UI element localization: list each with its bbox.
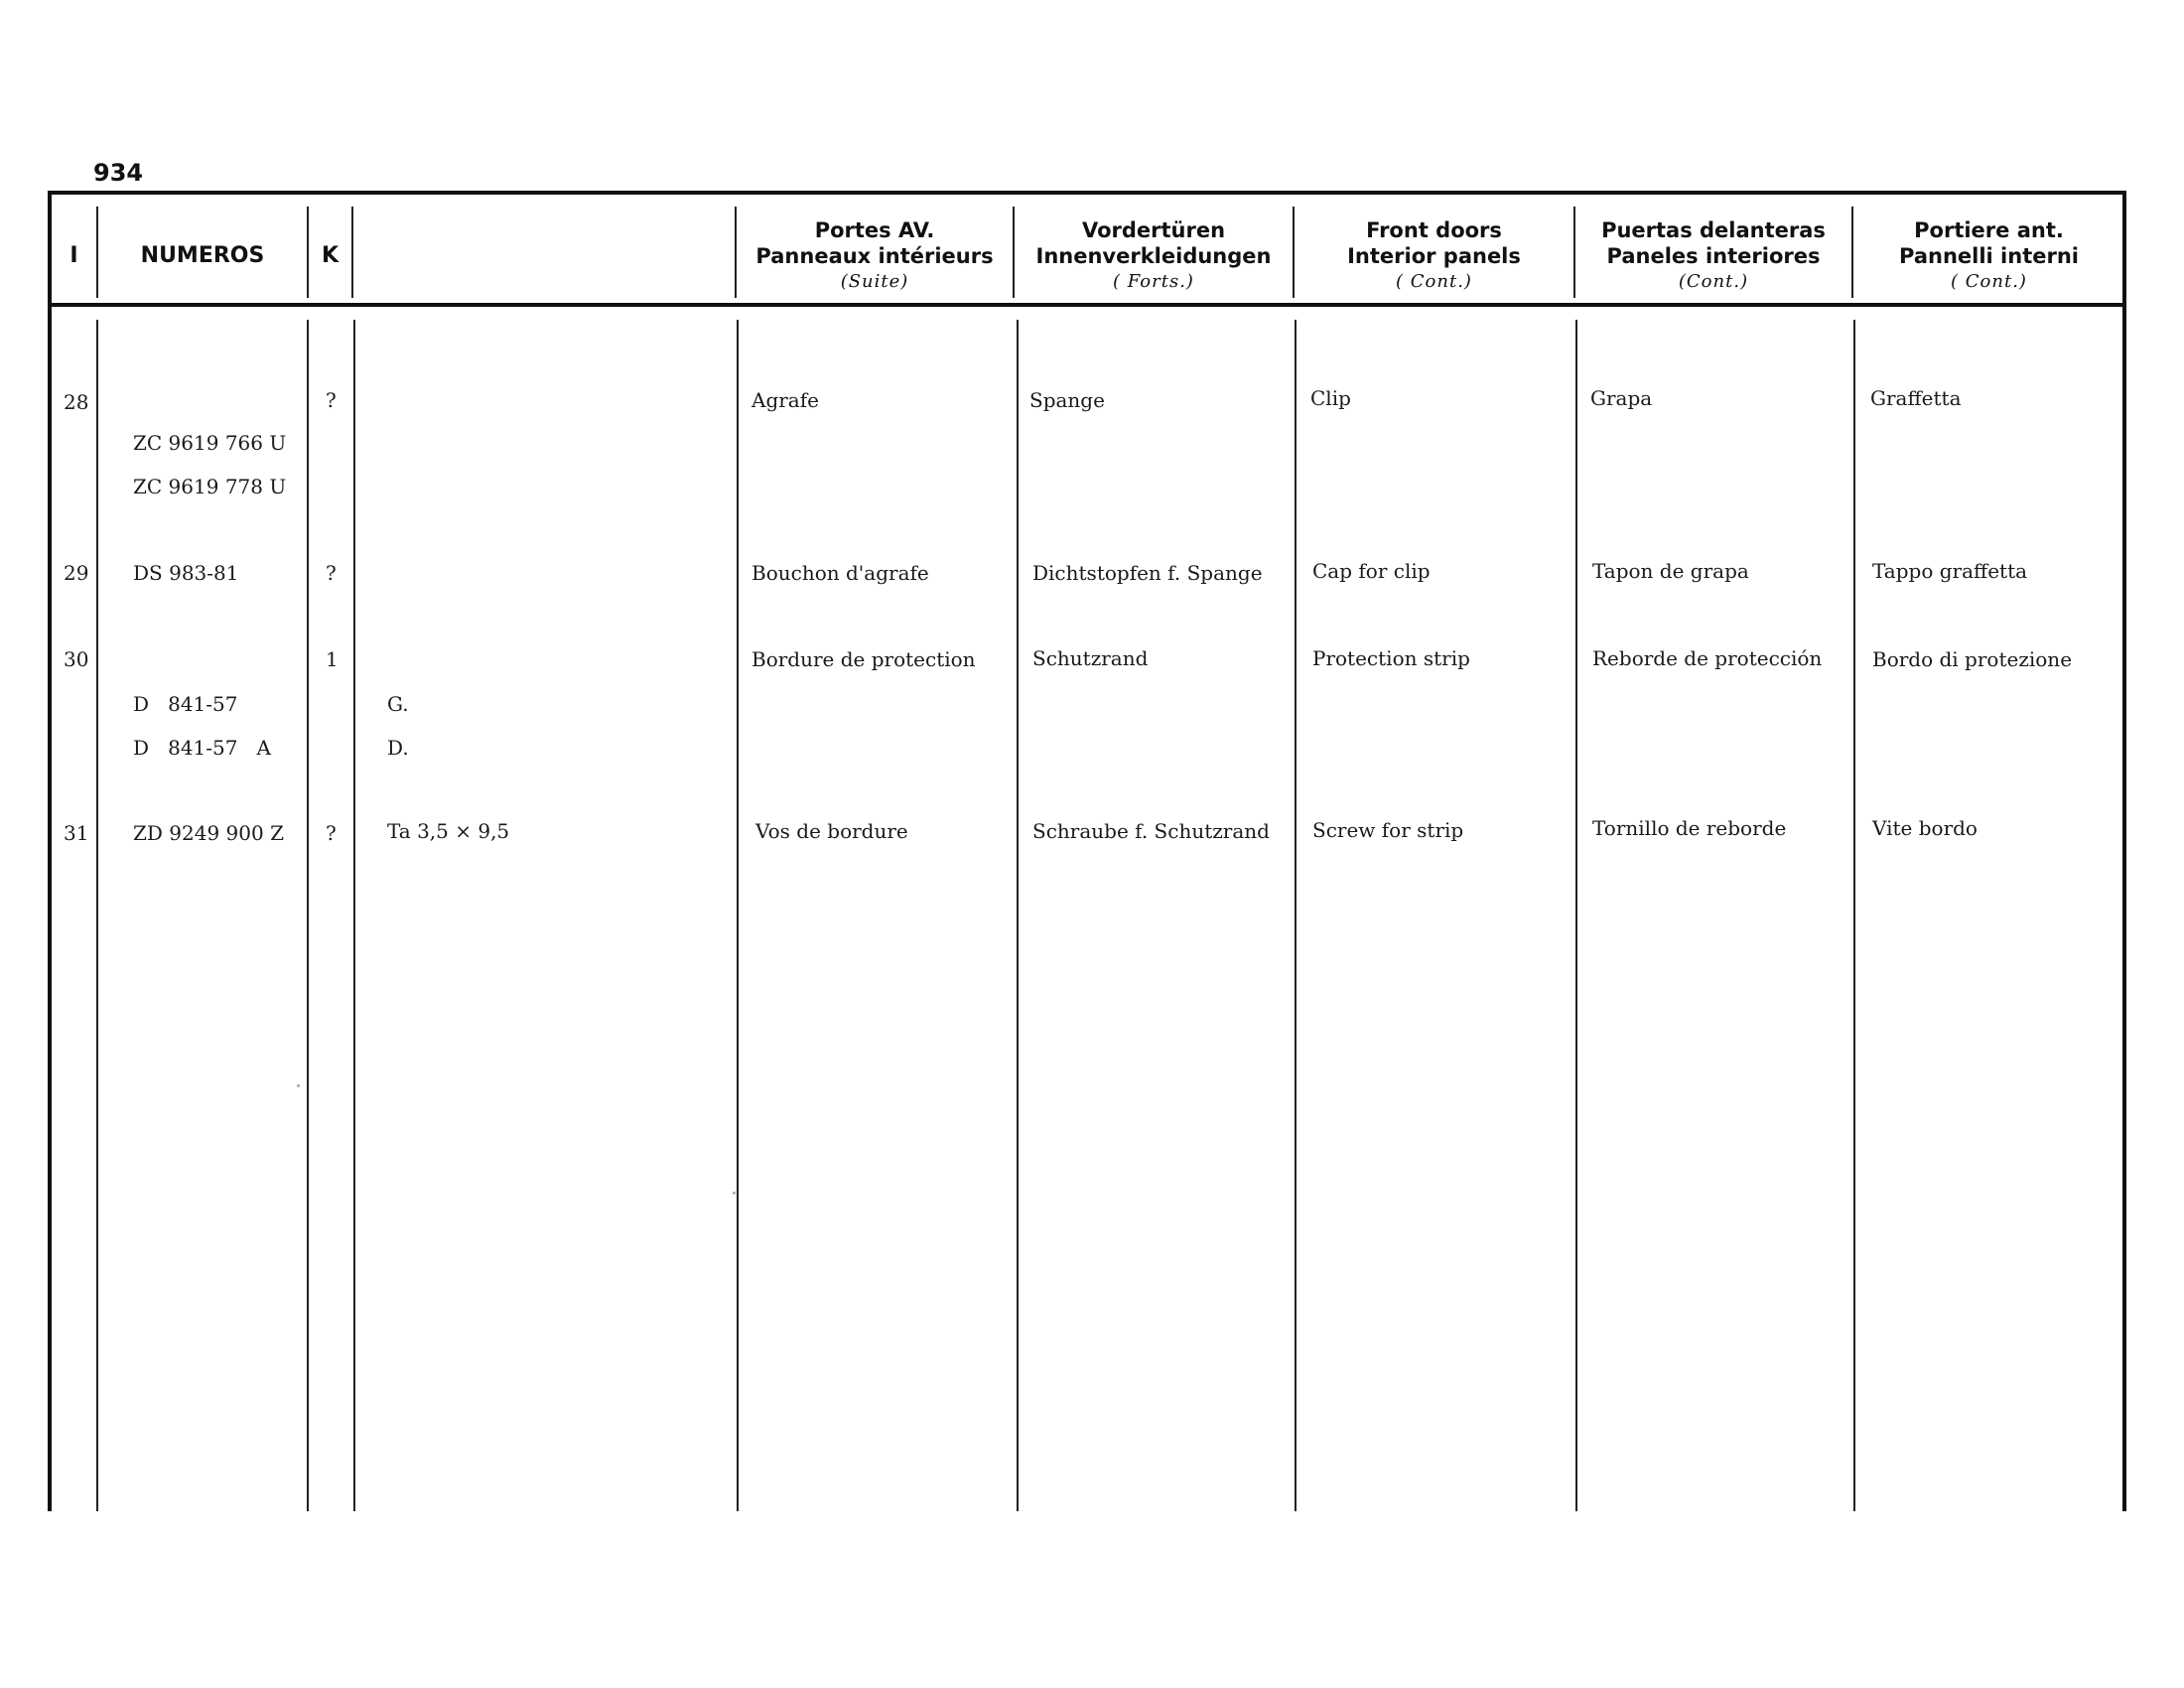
header-english <box>1295 213 1573 298</box>
row-29-english: Cap for clip <box>1312 559 1431 583</box>
row-30-french: Bordure de protection <box>751 647 976 671</box>
header-english-line2: Interior panels <box>1347 243 1521 268</box>
header-french-line1: Portes AV. <box>814 217 935 242</box>
row-28-italian: Graffetta <box>1870 386 1962 410</box>
header-divider <box>48 303 2126 307</box>
header-k <box>309 213 351 298</box>
header-german-cont: ( Forts.) <box>1113 270 1194 292</box>
row-31-part-number: ZD 9249 900 Z <box>133 821 284 845</box>
scan-speck <box>733 1192 736 1195</box>
header-numeros <box>98 213 307 298</box>
row-28-english: Clip <box>1310 386 1351 410</box>
row-30-spanish: Reborde de protección <box>1592 646 1823 670</box>
row-29-k: ? <box>326 561 337 585</box>
row-29-italian: Tappo graffetta <box>1872 559 2028 583</box>
row-28-part-number-1: ZC 9619 766 U <box>133 431 287 455</box>
row-29-german: Dichtstopfen f. Spange <box>1032 561 1263 585</box>
header-spanish-line1: Puertas delanteras <box>1601 217 1826 242</box>
column-divider <box>353 320 355 1511</box>
row-31-spanish: Tornillo de reborde <box>1592 816 1787 840</box>
column-divider <box>1017 320 1019 1511</box>
row-31-german: Schraube f. Schutzrand <box>1032 819 1270 843</box>
header-french <box>737 213 1013 298</box>
row-29-part-number: DS 983-81 <box>133 561 239 585</box>
row-30-german: Schutzrand <box>1032 646 1149 670</box>
row-31-spec: Ta 3,5 × 9,5 <box>387 819 510 843</box>
column-divider <box>1853 320 1855 1511</box>
header-italian <box>1853 213 2124 298</box>
header-index <box>52 213 96 298</box>
row-30-side-2: D. <box>387 736 409 760</box>
row-28-french: Agrafe <box>751 388 819 412</box>
page-number: 934 <box>93 159 144 187</box>
row-28-index: 28 <box>64 390 89 414</box>
header-french-line2: Panneaux intérieurs <box>755 243 994 268</box>
row-31-italian: Vite bordo <box>1872 816 1978 840</box>
row-31-index: 31 <box>64 821 89 845</box>
header-spanish-cont: (Cont.) <box>1678 270 1749 292</box>
row-28-part-number-2: ZC 9619 778 U <box>133 475 287 498</box>
row-30-index: 30 <box>64 647 89 671</box>
row-31-french: Vos de bordure <box>755 819 908 843</box>
column-divider <box>96 320 98 1511</box>
row-30-side-1: G. <box>387 692 409 716</box>
column-divider <box>737 320 739 1511</box>
row-30-k: 1 <box>326 647 339 671</box>
header-k-label: K <box>321 242 340 268</box>
header-german <box>1015 213 1293 298</box>
row-29-index: 29 <box>64 561 89 585</box>
header-german-line2: Innenverkleidungen <box>1035 243 1272 268</box>
header-english-cont: ( Cont.) <box>1396 270 1472 292</box>
column-divider <box>351 207 353 298</box>
row-30-part-number-2: D 841-57 A <box>133 736 272 760</box>
row-31-k: ? <box>326 821 337 845</box>
row-28-k: ? <box>326 388 337 412</box>
row-31-english: Screw for strip <box>1312 818 1464 842</box>
column-divider <box>1575 320 1577 1511</box>
row-29-french: Bouchon d'agrafe <box>751 561 929 585</box>
header-index-label: I <box>69 242 78 268</box>
header-italian-line1: Portiere ant. <box>1914 217 2064 242</box>
header-german-line1: Vordertüren <box>1081 217 1226 242</box>
scan-speck <box>297 1084 300 1087</box>
header-spanish-line2: Paneles interiores <box>1606 243 1821 268</box>
column-divider <box>307 320 309 1511</box>
header-spanish <box>1575 213 1851 298</box>
header-english-line1: Front doors <box>1366 217 1502 242</box>
row-30-italian: Bordo di protezione <box>1872 647 2073 671</box>
header-italian-cont: ( Cont.) <box>1951 270 2027 292</box>
header-italian-line2: Pannelli interni <box>1899 243 2079 268</box>
header-numeros-label: NUMEROS <box>140 242 265 268</box>
header-french-cont: (Suite) <box>840 270 909 292</box>
row-29-spanish: Tapon de grapa <box>1592 559 1749 583</box>
row-28-german: Spange <box>1029 388 1105 412</box>
column-divider <box>1295 320 1297 1511</box>
row-30-english: Protection strip <box>1312 646 1470 670</box>
row-28-spanish: Grapa <box>1590 386 1653 410</box>
row-30-part-number-1: D 841-57 <box>133 692 238 716</box>
